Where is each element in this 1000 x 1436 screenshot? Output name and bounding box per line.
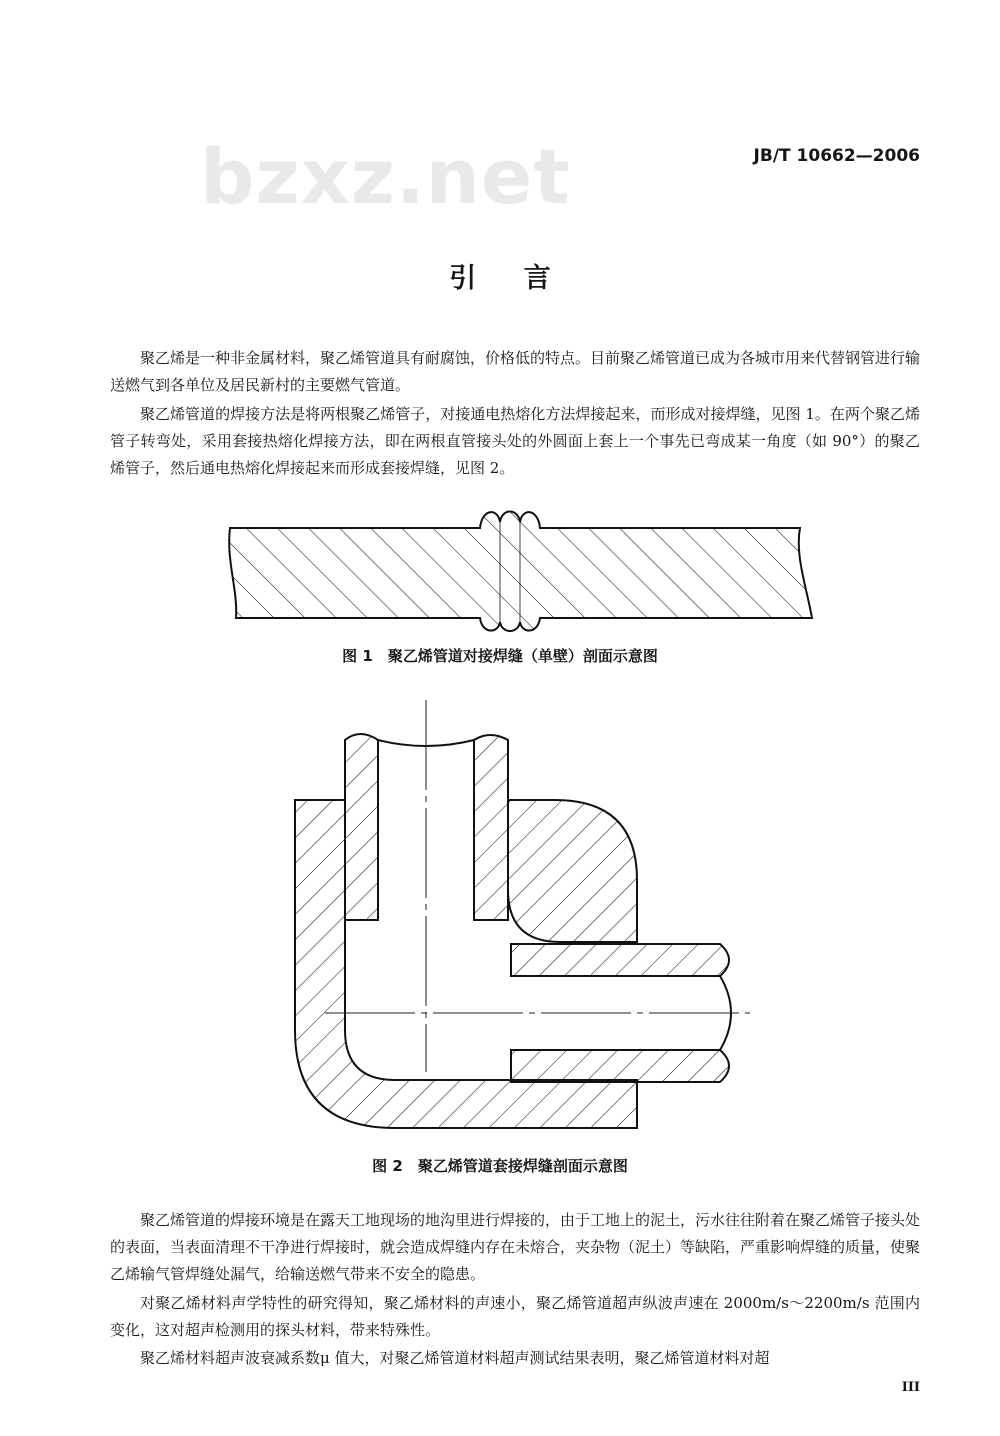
watermark: bzxz.net (200, 132, 571, 221)
figure-2-horizontal-pipe-top-wall (511, 944, 729, 976)
document-number: JB/T 10662—2006 (753, 146, 920, 166)
figure-2-socket-weld-diagram (0, 700, 1000, 1140)
figure-2-vertical-pipe-left-wall (345, 734, 378, 920)
figure-2-vertical-pipe-right-wall (474, 735, 508, 920)
figure-2-hatched-parts (295, 734, 729, 1128)
paragraph-4: 对聚乙烯材料声学特性的研究得知，聚乙烯材料的声速小，聚乙烯管道超声纵波声速在 2000m/s～2200m/s 范围内变化，这对超声检测用的探头材料，带来特殊性。 (110, 1294, 920, 1339)
section-title: 引 言 (449, 263, 551, 294)
figure-1-butt-weld-diagram (0, 500, 1000, 640)
paragraph-5: 聚乙烯材料超声波衰减系数μ 值大，对聚乙烯管道材料超声测试结果表明，聚乙烯管道材料对超 (140, 1349, 770, 1367)
figure-2-caption: 图 2 聚乙烯管道套接焊缝剖面示意图 (372, 1157, 628, 1175)
paragraph-1: 聚乙烯是一种非金属材料，聚乙烯管道具有耐腐蚀，价格低的特点。目前聚乙烯管道已成为各城市用来代替钢管进行输送燃气到各单位及居民新村的主要燃气管道。 (110, 349, 921, 394)
figure-2-elbow-flange (508, 800, 637, 942)
page-number: III (901, 1380, 920, 1395)
figure-1-caption: 图 1 聚乙烯管道对接焊缝（单壁）剖面示意图 (342, 647, 658, 665)
figure-2-horizontal-pipe-bottom-wall (511, 1050, 729, 1082)
paragraph-3: 聚乙烯管道的焊接环境是在露天工地现场的地沟里进行焊接的，由于工地上的泥土，污水往往附着在聚乙烯管子接头处的表面，当表面清理不干净进行焊接时，就会造成焊缝内存在未熔合，夹杂物（泥土）等缺陷，严重影响焊缝的质量，使聚乙烯输气管焊缝处漏气，给输送燃气带来不安全的隐患。 (110, 1211, 921, 1283)
paragraph-2: 聚乙烯管道的焊接方法是将两根聚乙烯管子，对接通电热熔化方法焊接起来，而形成对接焊缝，见图 1。在两个聚乙烯管子转弯处，采用套接热熔化焊接方法，即在两根直管接头处的外圆面上套上一个事先已弯成某一角度（如 90°）的聚乙烯管子，然后通电热熔化焊接起来而形成套接焊缝，见图 2。 (110, 405, 920, 477)
